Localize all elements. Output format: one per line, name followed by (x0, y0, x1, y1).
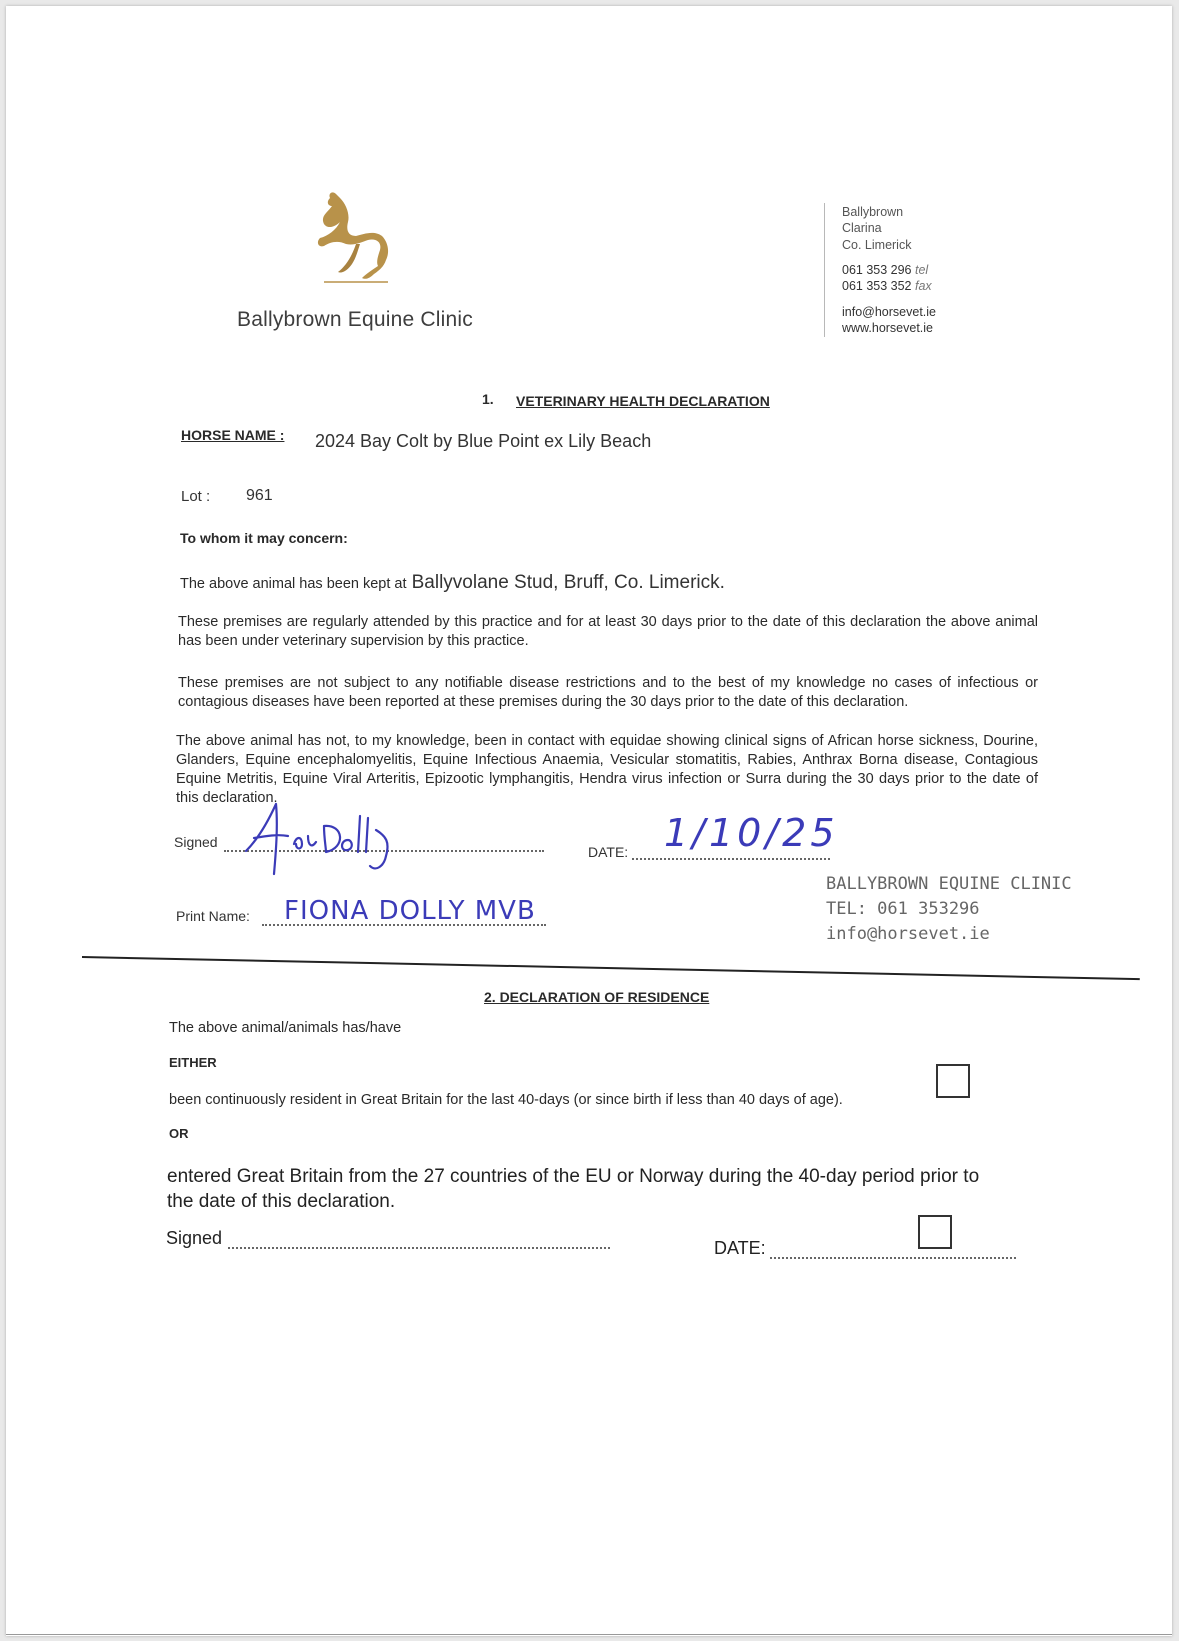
option2-checkbox[interactable] (918, 1215, 952, 1249)
salutation: To whom it may concern: (180, 530, 348, 546)
either-label: EITHER (169, 1055, 217, 1070)
signature-graphic (236, 796, 416, 876)
horse-logo-icon (306, 186, 406, 301)
address-divider (824, 203, 825, 337)
address-line-3: Co. Limerick (842, 238, 912, 252)
horse-name-label: HORSE NAME : (181, 427, 285, 443)
option1-checkbox[interactable] (936, 1064, 970, 1098)
section1-number: 1. (482, 391, 494, 407)
stamp-line-1: BALLYBROWN EQUINE CLINIC (826, 874, 1072, 894)
website-line: www.horsevet.ie (842, 321, 934, 335)
date-value-handwritten: 1/10/25 (664, 811, 839, 855)
paragraph-restrictions: These premises are not subject to any notifiable disease restrictions and to the best of my knowledge no cases of infectious or contagious diseases have been reported at these premises during the 30 days prior to the date of this declaration. (178, 675, 1038, 710)
lot-label: Lot : (181, 488, 211, 505)
section2-signature-line (228, 1237, 610, 1249)
print-name-label: Print Name: (176, 908, 250, 924)
print-name-value: FIONA DOLLY MVB (284, 896, 536, 926)
lot-value: 961 (246, 487, 273, 504)
section-divider (82, 956, 1140, 980)
tel-label: tel (915, 263, 929, 277)
section2-date-line (770, 1247, 1016, 1259)
clinic-stamp (826, 872, 1072, 947)
paragraph-contact: The above animal has not, to my knowledge, been in contact with equidae showing clinical signs of African horse sickness, Dourine, Glanders, Equine encephalomyelitis, Equine Infectious Anaemia, Vesicular stomatitis, Rabies, Anthrax Borna disease, Contagious Equine Metritis, Equine Viral Arteritis, Epizootic lymphangitis, Hendra virus infection or Surra during the 30 days prior to the date of this declaration. (176, 733, 1038, 806)
fax-label: fax (915, 279, 932, 293)
kept-at-line (180, 572, 1080, 594)
section2-intro: The above animal/animals has/have (169, 1020, 402, 1036)
document-page (6, 6, 1172, 1636)
kept-at-value: Ballyvolane Stud, Bruff, Co. Limerick. (411, 572, 725, 593)
address-line-1: Ballybrown (842, 205, 904, 219)
date-label: DATE: (588, 844, 629, 860)
option2-text: entered Great Britain from the 27 countries of the EU or Norway during the 40-day period prior to the date of this declaration. (167, 1166, 980, 1212)
tel-number: 061 353 296 (842, 263, 912, 277)
signed-label: Signed (174, 834, 218, 850)
clinic-name: Ballybrown Equine Clinic (237, 308, 473, 331)
section2-date-label: DATE: (714, 1238, 766, 1258)
kept-at-prefix: The above animal has been kept at (180, 576, 407, 592)
email-line: info@horsevet.ie (842, 305, 936, 319)
paragraph-supervision: These premises are regularly attended by this practice and for at least 30 days prior to the date of this declaration the above animal has been under veterinary supervision by this practice. (178, 614, 1038, 649)
fax-number: 061 353 352 (842, 279, 912, 293)
option1-text: been continuously resident in Great Britain for the last 40-days (or since birth if less than 40 days of age). (169, 1092, 843, 1108)
page-bottom-edge (6, 1634, 1172, 1635)
horse-name-value: 2024 Bay Colt by Blue Point ex Lily Beach (315, 431, 652, 451)
section1-title: VETERINARY HEALTH DECLARATION (516, 393, 770, 409)
stamp-line-2: TEL: 061 353296 (826, 899, 980, 919)
address-line-2: Clarina (842, 221, 882, 235)
section2-title: 2. DECLARATION OF RESIDENCE (484, 989, 710, 1005)
fax-line (842, 278, 932, 294)
stamp-line-3: info@horsevet.ie (826, 924, 990, 944)
tel-line (842, 262, 928, 278)
or-label: OR (169, 1126, 189, 1141)
section2-signed-label: Signed (166, 1228, 223, 1248)
